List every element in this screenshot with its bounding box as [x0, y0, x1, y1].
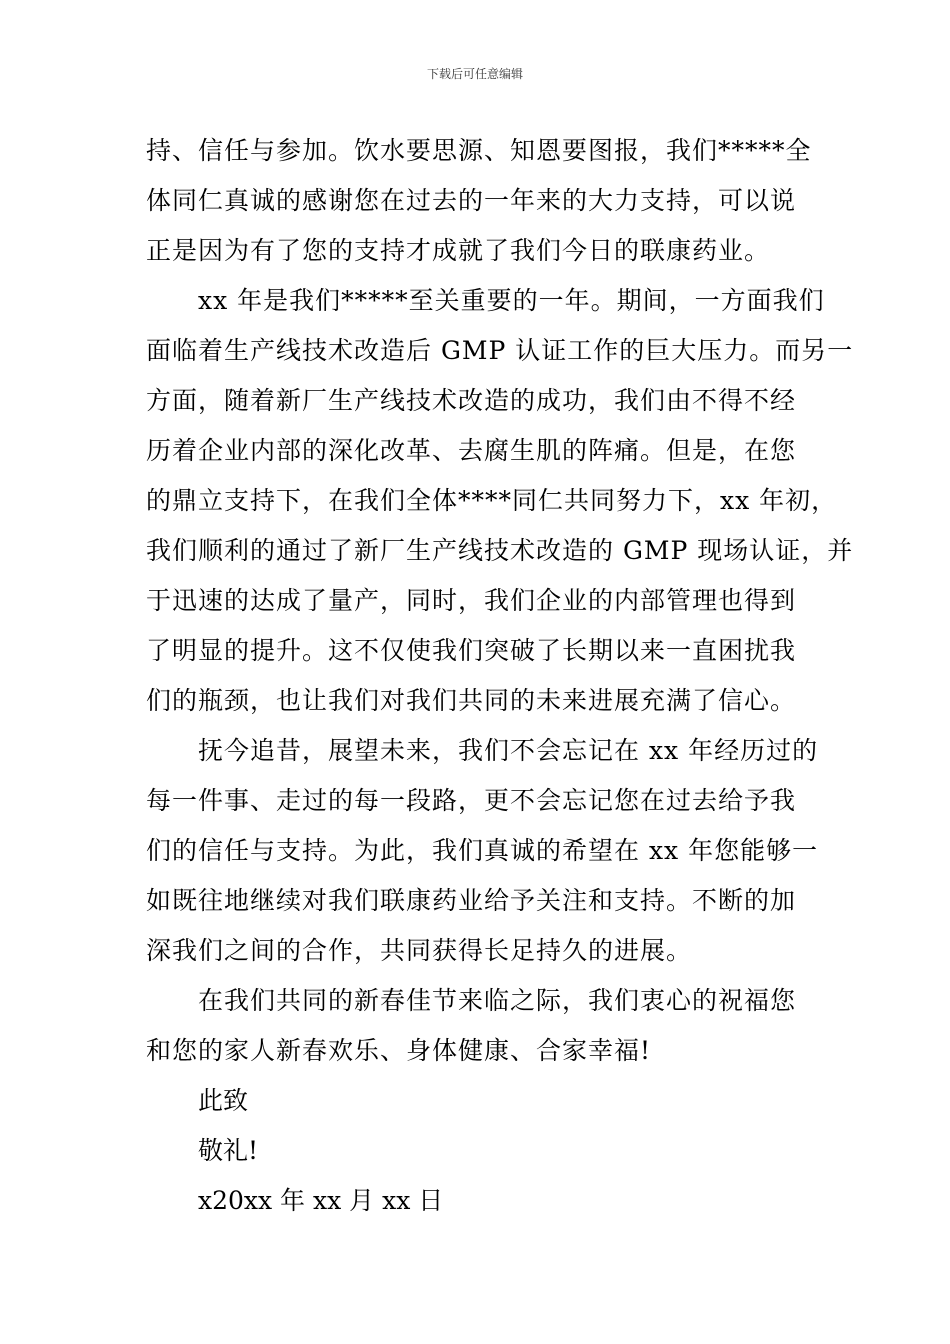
letter-body [146, 126, 854, 1226]
paragraph-2 [146, 276, 854, 726]
text-line: 正是因为有了您的支持才成就了我们今日的联康药业。 [146, 236, 771, 265]
text-line: 我们顺利的通过了新厂生产线技术改造的 GMP 现场认证，并 [146, 536, 854, 565]
text-line: 体同仁真诚的感谢您在过去的一年来的大力支持，可以说 [146, 186, 797, 215]
letter-date: x20xx 年 xx 月 xx 日 [198, 1186, 444, 1215]
text-line: 了明显的提升。这不仅使我们突破了长期以来一直困扰我 [146, 636, 797, 665]
paragraph-4 [146, 976, 810, 1076]
text-line: 在我们共同的新春佳节来临之际，我们衷心的祝福您 [198, 986, 797, 1015]
text-line: 抚今追昔，展望未来，我们不会忘记在 xx 年经历过的 [198, 736, 819, 765]
text-line: 的鼎立支持下，在我们全体****同仁共同努力下，xx 年初， [146, 486, 838, 515]
closing-salutation: 此致 [198, 1086, 249, 1115]
text-line: 和您的家人新春欢乐、身体健康、合家幸福! [146, 1036, 652, 1065]
text-line: 方面，随着新厂生产线技术改造的成功，我们由不得不经 [146, 386, 797, 415]
text-line: 于迅速的达成了量产，同时，我们企业的内部管理也得到 [146, 586, 797, 615]
text-line: 每一件事、走过的每一段路，更不会忘记您在过去给予我 [146, 786, 797, 815]
paragraph-1 [146, 126, 810, 276]
text-line: xx 年是我们*****至关重要的一年。期间，一方面我们 [198, 286, 825, 315]
text-line: 深我们之间的合作，共同获得长足持久的进展。 [146, 936, 693, 965]
text-line: 历着企业内部的深化改革、去腐生肌的阵痛。但是，在您 [146, 436, 797, 465]
closing-regards: 敬礼! [198, 1136, 259, 1165]
text-line: 如既往地继续对我们联康药业给予关注和支持。不断的加 [146, 886, 797, 915]
text-line: 持、信任与参加。饮水要思源、知恩要图报，我们*****全 [146, 136, 812, 165]
page-header-note: 下载后可任意编辑 [426, 67, 523, 81]
text-line: 们的信任与支持。为此，我们真诚的希望在 xx 年您能够一 [146, 836, 819, 865]
text-line: 们的瓶颈，也让我们对我们共同的未来进展充满了信心。 [146, 686, 797, 715]
paragraph-3 [146, 726, 819, 976]
text-line: 面临着生产线技术改造后 GMP 认证工作的巨大压力。而另一 [146, 336, 854, 365]
